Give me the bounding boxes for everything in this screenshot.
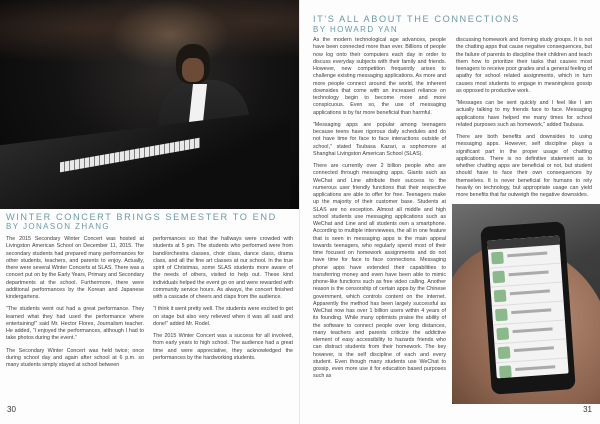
paragraph: As the modern technological age advances, people have been connected more than ever. Billions of people now log onto their computers each day in order to discuss everyday subjects with their family and friends. However, new competition frequently arises to challenge existing messaging applications. As more and more people connect around the world, the inherent downsides that come with an increased reliance on technology begin to become more and more conspicuous. Even so, the use of messaging applications is by far more beneficial than harmful. bbox=[313, 37, 446, 116]
paragraph: “I think it went pretty well. The students were excited to get on stage but also very relieved when it was all said and done!” added Mr. Rodel. bbox=[153, 306, 293, 327]
paragraph: “Messages can be sent quickly and I feel like I am actually talking to my friends face to face. Messaging applications have helped me many times for school related purposes such as homework,” added Tsubasa. bbox=[456, 100, 592, 128]
concert-pianist-photo bbox=[0, 0, 300, 209]
paragraph: discussing homework and forming study groups. It is not the chatting apps that cause negative consequences, but the failure of parents to discipline their children and teach them how to prioritize their tasks that causes most teenagers to receive poor grades and a general feeling of apathy for school related assignments, which in turn causes most students to engage in meaningless gossip as opposed to productive work. bbox=[456, 37, 592, 94]
paragraph: “The students went out had a great performance. They learned what they had used the performance where entertaining!” said Mr. Hector Flores, Journalism teacher. He added, “I enjoyed the performances, although I had to take photos during the event.” bbox=[6, 306, 144, 342]
article-column-1 bbox=[6, 236, 144, 374]
paragraph: The Secondary Winter Concert was held twice; once during school day and again after school at 6 p.m. so many students simply stayed at school between bbox=[6, 347, 144, 368]
paragraph: performances so that the hallways were crowded with students at 5 pm. The students who performed were from band/orchestra classes, choir class, dance class, drama class, and all the fine art classes at our school. In the true spirit of Christmas, some SLAS students more aware of the needs of others, visited to help out. These kind individuals helped the event go on and were rewarded with community service hours. As always, the concert finished with a cascade of cheers and claps from the audience. bbox=[153, 236, 293, 300]
page-number: 30 bbox=[7, 405, 16, 414]
paragraph: There are both benefits and downsides to using messaging apps. However, self discipline plays a significant part in the proper usage of chatting applications. There is no definitive statement as to whether chatting apps are beneficial or not, but student should have to face their own consequences by themselves. It is never beneficial for humans to rely heavily on technology, but appropriate usage can yield more benefits that far outweigh the negative downsides. bbox=[456, 134, 592, 198]
paragraph: There are currently over 2 billion people who are connected through messaging apps. Giants such as WeChat and Line attribute their success to the numerous user friendly functions that their respective applications are able to offer for free. Teenagers make up the majority of their customer base. Students at SLAS are no exception. Almost all middle and high school students use messaging applications such as WeChat and Line and all students own a smartphone. According to multiple interviewees, the all in one feature that is seen in messaging apps is the main appeal towards teenagers, who regularly spend most of their time focused on homework assignments and do not have time for face to face connections. Messaging phone apps have extended their capabilities to transferring money and even have been able to mimic phone-like functions such as free video calling. Another reason is the censorship of certain apps by the Chinese government, which controls content on the internet. Apparently the method has been largely successful as WeChat now has over 1 billion users within 4 years of its founding. While many optimists praise the ability of the software to connect people over long distances, many teachers and parents criticize the addictive element of easy accessibility to hazards friends who can distract students from their homework. The key however, is the self discipline of each and every student. Even though many students use WeChat to gossip, even more use it for education based purposes such as bbox=[313, 163, 446, 380]
paragraph: The 2015 Secondary Winter Concert was hosted at Livingston American School on December 11, 2015. The secondary students had prepared many performances for other students, teachers, and parents to enjoy. Actually, there were several Winter Concerts at SLAS. There was a concert put on by the Early Years, Primary and Secondary departments at the school. Furthermore, there were additional performances by the Korean and Japanese kindergartens. bbox=[6, 236, 144, 300]
article-title: IT'S ALL ABOUT THE CONNECTIONS bbox=[313, 14, 520, 24]
article-column-2 bbox=[456, 37, 592, 204]
paragraph: The 2015 Winter Concert was a success for all involved, from early years to high school. The audience had a great time and were appreciative, they acknowledged the performances by the hardworking students. bbox=[153, 333, 293, 361]
article-title: WINTER CONCERT BRINGS SEMESTER TO END bbox=[6, 212, 277, 222]
paragraph: “Messaging apps are popular among teenagers because teens have rigorous daily schedules and do not have time for face to face interactions outside of school,” stated Tsubasa Kazari, a sophomore at Shanghai Livingston American School (SLAS). bbox=[313, 121, 446, 157]
smartphone-image bbox=[480, 221, 576, 394]
phone-chat-photo bbox=[452, 204, 600, 404]
article-byline: BY JONASON ZHANG bbox=[6, 222, 111, 231]
page-number: 31 bbox=[583, 405, 592, 414]
right-page bbox=[300, 0, 600, 424]
article-column-1 bbox=[313, 37, 446, 386]
article-column-2 bbox=[153, 236, 293, 367]
article-byline: BY HOWARD YAN bbox=[313, 25, 399, 34]
